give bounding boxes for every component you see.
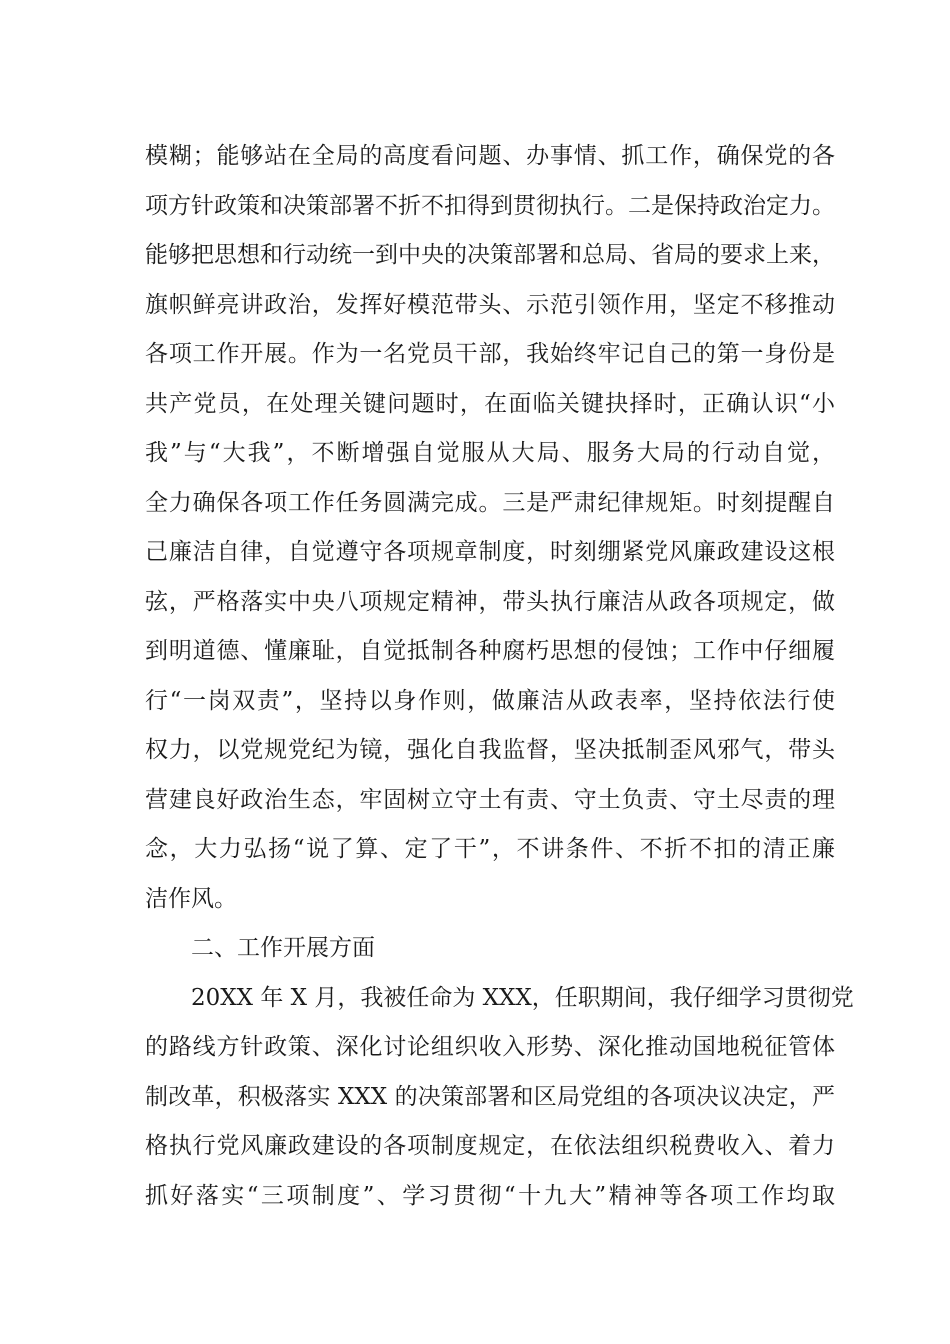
- text-line: 洁作风。: [145, 885, 237, 912]
- text-line: 行“一岗双责”，坚持以身作则，做廉洁从政表率，坚持依法行使: [145, 687, 835, 714]
- text-line: 己廉洁自律，自觉遵守各项规章制度，时刻绷紧党风廉政建设这根: [145, 539, 835, 565]
- text-line: 项方针政策和决策部署不折不扣得到贯彻执行。二是保持政治定力。: [145, 192, 835, 219]
- text-line: 共产党员，在处理关键问题时，在面临关键抉择时，正确认识“小: [145, 390, 835, 417]
- text-line: 制改革，积极落实 XXX 的决策部署和区局党组的各项决议决定，严: [145, 1083, 835, 1110]
- text-line: 念，大力弘扬“说了算、定了干”，不讲条件、不折不扣的清正廉: [145, 836, 835, 862]
- text-line: 旗帜鲜亮讲政治，发挥好模范带头、示范引领作用，坚定不移推动: [145, 291, 835, 318]
- text-line: 营建良好政治生态，牢固树立守土有责、守土负责、守土尽责的理: [145, 786, 835, 813]
- text-line: 模糊；能够站在全局的高度看问题、办事情、抓工作，确保党的各: [145, 143, 835, 169]
- text-line: 能够把思想和行动统一到中央的决策部署和总局、省局的要求上来，: [145, 242, 835, 268]
- text-line: 全力确保各项工作任务圆满完成。三是严肃纪律规矩。时刻提醒自: [145, 489, 835, 516]
- text-line: 抓好落实“三项制度”、学习贯彻“十九大”精神等各项工作均取: [145, 1182, 835, 1209]
- text-line: 我”与“大我”，不断增强自觉服从大局、服务大局的行动自觉，: [145, 440, 835, 466]
- section-heading: 二、工作开展方面: [191, 935, 375, 961]
- text-line: 各项工作开展。作为一名党员干部，我始终牢记自己的第一身份是: [145, 341, 835, 367]
- text-line: 的路线方针政策、深化讨论组织收入形势、深化推动国地税征管体: [145, 1034, 835, 1060]
- text-line: 到明道德、懂廉耻，自觉抵制各种腐朽思想的侵蚀；工作中仔细履: [145, 638, 835, 664]
- text-line: 弦，严格落实中央八项规定精神，带头执行廉洁从政各项规定，做: [145, 588, 835, 615]
- text-line: 权力，以党规党纪为镜，强化自我监督，坚决抵制歪风邪气，带头: [145, 737, 835, 763]
- text-line: 20XX 年 X 月，我被任命为 XXX，任职期间，我仔细学习贯彻党: [191, 984, 854, 1011]
- text-line: 格执行党风廉政建设的各项制度规定，在依法组织税费收入、着力: [145, 1133, 835, 1159]
- document-body: [145, 132, 854, 1221]
